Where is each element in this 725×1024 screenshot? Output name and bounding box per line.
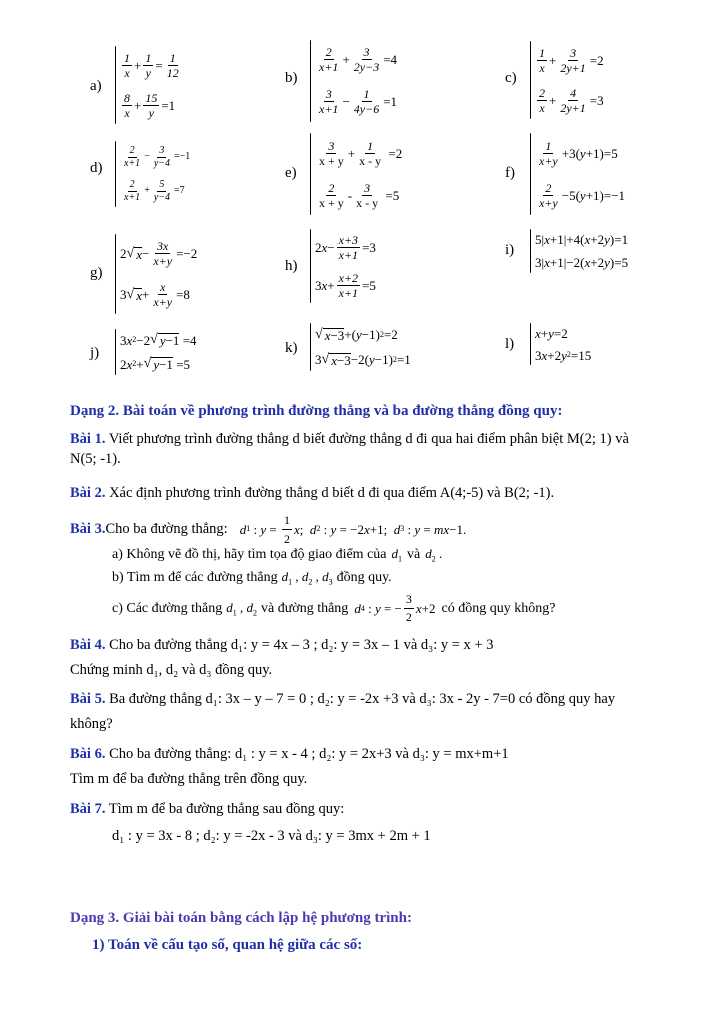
system-d: $\frac{2}{x+1}$ − $\frac{3}{y-4}$ =−1 $\frac{2}{x+1}$ + $\frac{5}{y-4}$ =7 bbox=[115, 140, 190, 208]
label-a: a) bbox=[90, 78, 102, 94]
bai6: Bài 6. Cho ba đường thẳng: d₁ : y = x - 4 ; d₂: y = 2x+3 và d₃: y = mx+m+1 Tìm m để ba đường thẳng trên đồng quy. bbox=[70, 746, 509, 787]
system-f: $\frac{1}{x+y}$ +3( y +1)=5 $\frac{2}{x+y}$ −5( y +1)=−1 bbox=[530, 132, 625, 216]
system-h: 2 x − $\frac{x+3}{x+1}$ =3 3 x + $\frac{x+2}{x+1}$ =5 bbox=[310, 228, 376, 304]
dang3-heading: Dạng 3. Giải bài toán bằng cách lập hệ phương trình: bbox=[70, 910, 412, 926]
label-d: d) bbox=[90, 160, 103, 176]
system-k: √ x−3 +( y −1) 2 =2 3 √ x−3 −2( y −1) 2 =1 bbox=[310, 322, 411, 372]
bai1-label: Bài 1. bbox=[70, 431, 106, 447]
system-b: $\frac{2}{x+1}$ + $\frac{3}{2y-3}$ =4 $\frac{3}{x+1}$ − $\frac{1}{4y-6}$ =1 bbox=[310, 38, 397, 123]
label-h: h) bbox=[285, 258, 298, 274]
bai1-text2: N(5; -1). bbox=[70, 450, 121, 467]
dang2-heading: Dạng 2. Bài toán về phương trình đường thẳng và ba đường thẳng đồng quy: bbox=[70, 403, 563, 419]
label-b: b) bbox=[285, 70, 298, 86]
bai3-text: Cho ba đường thẳng: bbox=[105, 520, 228, 537]
label-i: i) bbox=[505, 242, 515, 258]
system-j: 3 x 2 −2 √ y−1 =4 2 x 2 + √ y−1 =5 bbox=[115, 328, 197, 376]
system-l: x + y =2 3 x +2 y 2 =15 bbox=[530, 322, 591, 366]
bai3-c: c) Các đường thẳng $d_1$ , $d_2$ và đường thẳng d 4 : y = − $\frac{3}{2}$ x +2 có đồng quy không? bbox=[112, 592, 556, 624]
bai2-text: Xác định phương trình đường thẳng d biết d đi qua điểm A(4;-5) và B(2; -1). bbox=[105, 485, 555, 501]
system-g: 2 √ x − $\frac{3x}{x+y}$ =−2 3 √ x + $\frac{x}{x+y}$ =8 bbox=[115, 233, 197, 315]
bai3-label: Bài 3. bbox=[70, 520, 106, 537]
label-j: j) bbox=[90, 345, 100, 361]
bai4: Bài 4. Cho ba đường thẳng d₁: y = 4x – 3 ; d₂: y = 3x – 1 và d₃: y = x + 3 Chứng minh d₁, d₂ và d₃ đồng quy. bbox=[70, 637, 494, 678]
bai3-b: b) Tìm m để các đường thẳng $d_1$ , $d_2$ , $d_3$ đồng quy. bbox=[112, 569, 392, 587]
bai3-a: a) Không vẽ đồ thị, hãy tìm tọa độ giao điểm của $d_1$ và $d_2$ . bbox=[112, 546, 443, 564]
system-c: $\frac{1}{x}$ + $\frac{3}{2y+1}$ =2 $\frac{2}{x}$ + $\frac{4}{2y+1}$ =3 bbox=[530, 40, 604, 120]
bai7: Bài 7. Tìm m để ba đường thẳng sau đồng quy: bbox=[70, 801, 345, 817]
label-g: g) bbox=[90, 265, 103, 281]
bai5: Bài 5. Ba đường thẳng d₁: 3x – y – 7 = 0 ; d₂: y = -2x +3 và d₃: 3x - 2y - 7=0 có đồng quy hay không? bbox=[70, 691, 616, 732]
bai3 bbox=[70, 512, 466, 547]
bai7-lines: d₁ : y = 3x - 8 ; d₂: y = -2x - 3 và d₃: y = 3mx + 2m + 1 bbox=[112, 828, 431, 844]
system-a: $\frac{1}{x}$ + $\frac{1}{y}$ = $\frac{1}{12}$ $\frac{8}{x}$ + $\frac{15}{y}$ =1 bbox=[115, 45, 183, 125]
bai1-text: Viết phương trình đường thẳng d biết đường thẳng d đi qua hai điểm phân biệt M(2; 1) và bbox=[105, 431, 629, 447]
dang3-item-1: 1) Toán về cấu tạo số, quan hệ giữa các số: bbox=[92, 937, 363, 953]
label-f: f) bbox=[505, 165, 515, 181]
label-e: e) bbox=[285, 165, 297, 181]
bai1 bbox=[70, 430, 700, 469]
label-c: c) bbox=[505, 70, 517, 86]
system-e: $\frac{3}{x + y}$ + $\frac{1}{x - y}$ =2 $\frac{2}{x + y}$ - $\frac{3}{x - y}$ =5 bbox=[310, 132, 402, 216]
label-k: k) bbox=[285, 340, 298, 356]
bai2-label: Bài 2. bbox=[70, 485, 106, 501]
bai2 bbox=[70, 484, 554, 504]
label-l: l) bbox=[505, 336, 515, 352]
system-i: 5| x +1|+4( x +2 y )=1 3| x +1|−2( x +2 y )=5 bbox=[530, 228, 628, 274]
bai3-lines-formula: d 1 : y = $\frac{1}{2}$ x ; d 2 : y = −2 x +1; d 3 : y = mx −1. bbox=[239, 513, 467, 547]
